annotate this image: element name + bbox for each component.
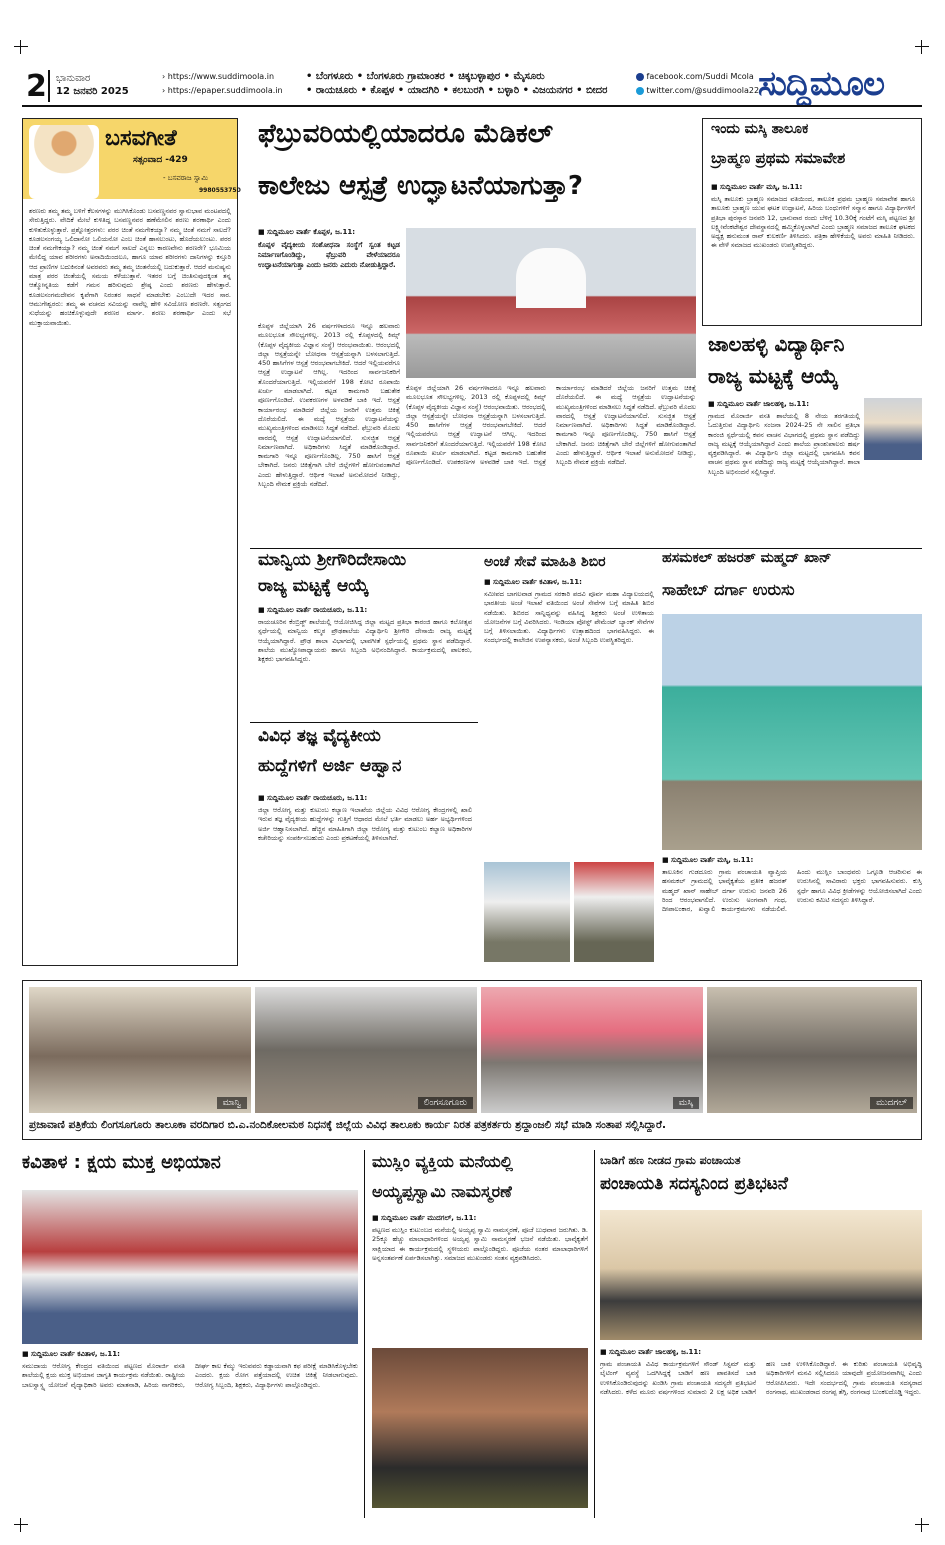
gauri-headline-line-2: ರಾಜ್ಯ ಮಟ್ಟಕ್ಕೆ ಆಯ್ಕೆ — [258, 576, 369, 596]
camp-byline: ■ ಸುದ್ದಿಮೂಲ ವಾರ್ತೆ ಕವಿತಾಳ, ಜ.11: — [484, 578, 582, 586]
tribute-photo-mudagal — [707, 987, 917, 1113]
twitter-icon — [636, 87, 644, 95]
section-rule-2 — [250, 722, 478, 723]
student-headline-line-2: ರಾಜ್ಯ ಮಟ್ಟಕ್ಕೆ ಆಯ್ಕೆ — [708, 364, 839, 388]
lead-body: ಕೊಪ್ಪಳ ಜಿಲ್ಲೆಯಾಗಿ 26 ವರ್ಷಗಳಾದರೂ ಇನ್ನೂ ಹಲವಾರು ಮೂಲಭೂತ ಸೌಲಭ್ಯಗಳಿಲ್ಲ. 2013 ರಲ್ಲಿ ಕೊಪ್ಪಳದಲ್ಲಿ ಕಿಮ್ಸ್ (ಕೊಪ್ಪಳ ವೈದ್ಯಕೀಯ ವಿಜ್ಞಾನ ಸಂಸ್ಥೆ) ಆರಂಭವಾಯಿತು. ಆರಂಭದಲ್ಲಿ ಜಿಲ್ಲಾ ಆಸ್ಪತ್ರೆಯನ್ನೇ ಬೋಧನಾ ಆಸ್ಪತ್ರೆಯನ್ನಾಗಿ ಬಳಸಲಾಗುತ್ತಿದೆ. 450 ಹಾಸಿಗೆಗಳ ಆಸ್ಪತ್ರೆ ಆರಂಭವಾಗಬೇಕಿದೆ. ಆದರೆ ಇಲ್ಲಿಯವರೆಗೂ ಆಸ್ಪತ್ರೆ ಉದ್ಘಾಟನೆ ಆಗಿಲ್ಲ. ಇದರಿಂದ ಸಾರ್ವಜನಿಕರಿಗೆ ತೊಂದರೆಯಾಗುತ್ತಿದೆ. ಇಲ್ಲಿಯವರೆಗೆ 198 ಕೋಟಿ ರೂಪಾಯಿ ಖರ್ಚು ಮಾಡಲಾಗಿದೆ. ಕಟ್ಟಡ ಕಾಮಗಾರಿ ಬಹುತೇಕ ಪೂರ್ಣಗೊಂಡಿದೆ. ಉಪಕರಣಗಳ ಅಳವಡಿಕೆ ಬಾಕಿ ಇದೆ. ಆಸ್ಪತ್ರೆ ಕಾರ್ಯಾರಂಭ ಮಾಡಿದರೆ ಜಿಲ್ಲೆಯ ಜನರಿಗೆ ಉತ್ತಮ ಚಿಕಿತ್ಸೆ ದೊರೆಯಲಿದೆ. ಈ ಮಧ್ಯೆ ಆಸ್ಪತ್ರೆಯ ಉದ್ಘಾಟನೆಯನ್ನು ಮುಖ್ಯಮಂತ್ರಿಗಳಿಂದ ಮಾಡಿಸಲು ಸಿದ್ಧತೆ ನಡೆದಿದೆ. ಫೆಬ್ರುವರಿ ಮೊದಲ ವಾರದಲ್ಲಿ ಆಸ್ಪತ್ರೆ ಉದ್ಘಾಟನೆಯಾಗಲಿದೆ. ಸುಸಜ್ಜಿತ ಆಸ್ಪತ್ರೆ ನಿರ್ಮಾಣವಾಗಿದೆ. ಅಧಿಕಾರಿಗಳು ಸಿದ್ಧತೆ ಮಾಡಿಕೊಂಡಿದ್ದಾರೆ. ಕಾಮಗಾರಿ ಇನ್ನೂ ಪೂರ್ಣಗೊಂಡಿಲ್ಲ. 750 ಹಾಸಿಗೆ ಆಸ್ಪತ್ರೆ ಬೇಕಾಗಿದೆ. ಜನರು ಚಿಕಿತ್ಸೆಗಾಗಿ ಬೇರೆ ಜಿಲ್ಲೆಗಳಿಗೆ ಹೋಗುವಂತಾಗಿದೆ ಎಂದು ಹೇಳುತ್ತಿದ್ದಾರೆ. ಆರ್ಥಿಕ ಇಲಾಖೆ ಅನುಮೋದನೆ ನೀಡಿದ್ದು, ಸಿಬ್ಬಂದಿ ನೇಮಕ ಪ್ರಕ್ರಿಯೆ ನಡೆದಿದೆ. — [258, 322, 400, 489]
city-row-1: • ಬೆಂಗಳೂರು • ಬೆಂಗಳೂರು ಗ್ರಾಮಾಂತರ • ಚಿಕ್ಕಬಳ್ಳಾಪುರ • ಮೈಸೂರು — [306, 71, 545, 82]
basava-phone: 9980553750 — [199, 187, 241, 194]
ayyappa-byline: ■ ಸುದ್ದಿಮೂಲ ವಾರ್ತೆ ಮುದಗಲ್, ಜ.11: — [372, 1214, 477, 1222]
page-number: 2 — [26, 69, 47, 104]
corner-mark-bottom-left — [14, 1518, 28, 1532]
photo-tag-lingasugur: ಲಿಂಗಸೂಗೂರು — [418, 1097, 473, 1109]
date: 12 ಜನವರಿ 2025 — [56, 86, 129, 97]
ayyappa-body: ಪಟ್ಟಣದ ಮುಸ್ಲಿಂ ಕುಟುಂಬದ ಮನೆಯಲ್ಲಿ ಅಯ್ಯಪ್ಪ ಸ್ವಾಮಿ ನಾಮಸ್ಮರಣೆ, ಪೂಜೆ ಬುಧವಾರ ಜರುಗಿತು. ಡಿ. 25ಕ್ಕೂ ಹೆಚ್ಚು ಮಾಲಾಧಾರಿಗಳಿಂದ ಅಯ್ಯಪ್ಪ ಸ್ವಾಮಿ ನಾಮಸ್ಮರಣೆ ಭಜನೆ ನಡೆಯಿತು. ಭಾವೈಕ್ಯತೆಗೆ ಸಾಕ್ಷಿಯಾದ ಈ ಕಾರ್ಯಕ್ರಮದಲ್ಲಿ ಸ್ಥಳೀಯರು ಪಾಲ್ಗೊಂಡಿದ್ದರು. ಪೂಜೆಯ ನಂತರ ಮಾಲಾಧಾರಿಗಳಿಗೆ ಅನ್ನಸಂತರ್ಪಣೆ ಏರ್ಪಡಿಸಲಾಗಿತ್ತು. ಸಮಾಜದ ಮುಖಂಡರು ಸಂತಸ ವ್ಯಕ್ತಪಡಿಸಿದರು. — [372, 1226, 588, 1262]
section-rule-3 — [364, 1150, 365, 1518]
student-body: ಗ್ರಾಮದ ಮೊರಾರ್ಜಿ ವಸತಿ ಶಾಲೆಯಲ್ಲಿ 8 ನೇಯ ತರಗತಿಯಲ್ಲಿ ಓದುತ್ತಿರುವ ವಿದ್ಯಾರ್ಥಿನಿ ಸಂಜನಾ 2024-25 ನೇ ಸಾಲಿನ ಪ್ರತಿಭಾ ಕಾರಂಜಿ ಸ್ಪರ್ಧೆಯಲ್ಲಿ ಕವನ ವಾಚನ ವಿಭಾಗದಲ್ಲಿ ಪ್ರಥಮ ಸ್ಥಾನ ಪಡೆದಿದ್ದು ರಾಜ್ಯ ಮಟ್ಟಕ್ಕೆ ಆಯ್ಕೆಯಾಗಿದ್ದಾರೆ ಎಂದು ಶಾಲೆಯ ಪ್ರಾಂಶುಪಾಲರು ಹರ್ಷ ವ್ಯಕ್ತಪಡಿಸಿದ್ದಾರೆ. ಈ ವಿದ್ಯಾರ್ಥಿನಿ ಜಿಲ್ಲಾ ಮಟ್ಟದಲ್ಲಿ ಭಾಗವಹಿಸಿ ಕವನ ವಾಚನ ಪ್ರಥಮ ಸ್ಥಾನ ಪಡೆದಿದ್ದು ರಾಜ್ಯ ಮಟ್ಟಕ್ಕೆ ಆಯ್ಕೆಯಾಗಿದ್ದಾರೆ. ಶಾಲಾ ಸಿಬ್ಬಂದಿ ಅಭಿನಂದನೆ ಸಲ್ಲಿಸಿದ್ದಾರೆ. — [708, 412, 860, 476]
student-byline: ■ ಸುದ್ದಿಮೂಲ ವಾರ್ತೆ ಜಾಲಹಳ್ಳಿ, ಜ.11: — [708, 400, 810, 408]
lead-headline-line-1: ಫೆಬ್ರುವರಿಯಲ್ಲಿಯಾದರೂ ಮೆಡಿಕಲ್ — [258, 119, 553, 149]
ayyappa-headline-line-2: ಅಯ್ಯಪ್ಪಸ್ವಾಮಿ ನಾಮಸ್ಮರಣೆ — [372, 1182, 512, 1201]
student-headline-line-1: ಜಾಲಹಳ್ಳಿ ವಿದ್ಯಾರ್ಥಿನಿ — [708, 332, 845, 356]
masthead-rule — [22, 105, 922, 107]
city-list — [306, 70, 607, 98]
section-rule-1 — [250, 548, 922, 549]
camp-photo-right — [574, 862, 654, 962]
tb-body: ಸಮುದಾಯ ಆರೋಗ್ಯ ಕೇಂದ್ರದ ವತಿಯಿಂದ ಪಟ್ಟಣದ ಮೊರಾರ್ಜಿ ವಸತಿ ಶಾಲೆಯಲ್ಲಿ ಕ್ಷಯ ಮುಕ್ತ ಅಭಿಯಾನ ಜಾಗೃತಿ ಕಾರ್ಯಕ್ರಮ ನಡೆಯಿತು. ರಾಷ್ಟ್ರೀಯ ಬಾಲಸ್ವಾಸ್ಥ್ಯ ಯೋಜನೆ ವೈದ್ಯಾಧಿಕಾರಿ ಅವರು ಮಾತನಾಡಿ, ಹಿರಿಯ ನಾಗರಿಕರು, ದೀರ್ಘ ಕಾಲ ಕೆಮ್ಮು ಇರುವವರು ಕಡ್ಡಾಯವಾಗಿ ಕಫ ಪರೀಕ್ಷೆ ಮಾಡಿಸಿಕೊಳ್ಳಬೇಕು ಎಂದರು. ಕ್ಷಯ ರೋಗ ಪತ್ತೆಯಾದಲ್ಲಿ ಉಚಿತ ಚಿಕಿತ್ಸೆ ನೀಡಲಾಗುವುದು. ಆರೋಗ್ಯ ಸಿಬ್ಬಂದಿ, ಶಿಕ್ಷಕರು, ವಿದ್ಯಾರ್ಥಿಗಳು ಪಾಲ್ಗೊಂಡಿದ್ದರು. — [22, 1362, 358, 1389]
website-link-main[interactable]: › https://www.suddimoola.in — [162, 72, 275, 81]
protest-headline: ಪಂಚಾಯತಿ ಸದಸ್ಯನಿಂದ ಪ್ರತಿಭಟನೆ — [600, 1174, 788, 1194]
city-row-2: • ರಾಯಚೂರು • ಕೊಪ್ಪಳ • ಯಾದಗಿರಿ • ಕಲಬುರಗಿ • ಬಳ್ಳಾರಿ • ವಿಜಯನಗರ • ಬೀದರ — [306, 85, 608, 96]
facebook-link[interactable]: facebook.com/Suddi Mcola — [636, 70, 759, 84]
lead-byline: ■ ಸುದ್ದಿಮೂಲ ವಾರ್ತೆ ಕೊಪ್ಪಳ, ಜ.11: — [258, 228, 355, 236]
lead-body-continued: ಕೊಪ್ಪಳ ಜಿಲ್ಲೆಯಾಗಿ 26 ವರ್ಷಗಳಾದರೂ ಇನ್ನೂ ಹಲವಾರು ಮೂಲಭೂತ ಸೌಲಭ್ಯಗಳಿಲ್ಲ. 2013 ರಲ್ಲಿ ಕೊಪ್ಪಳದಲ್ಲಿ ಕಿಮ್ಸ್ (ಕೊಪ್ಪಳ ವೈದ್ಯಕೀಯ ವಿಜ್ಞಾನ ಸಂಸ್ಥೆ) ಆರಂಭವಾಯಿತು. ಆರಂಭದಲ್ಲಿ ಜಿಲ್ಲಾ ಆಸ್ಪತ್ರೆಯನ್ನೇ ಬೋಧನಾ ಆಸ್ಪತ್ರೆಯನ್ನಾಗಿ ಬಳಸಲಾಗುತ್ತಿದೆ. 450 ಹಾಸಿಗೆಗಳ ಆಸ್ಪತ್ರೆ ಆರಂಭವಾಗಬೇಕಿದೆ. ಆದರೆ ಇಲ್ಲಿಯವರೆಗೂ ಆಸ್ಪತ್ರೆ ಉದ್ಘಾಟನೆ ಆಗಿಲ್ಲ. ಇದರಿಂದ ಸಾರ್ವಜನಿಕರಿಗೆ ತೊಂದರೆಯಾಗುತ್ತಿದೆ. ಇಲ್ಲಿಯವರೆಗೆ 198 ಕೋಟಿ ರೂಪಾಯಿ ಖರ್ಚು ಮಾಡಲಾಗಿದೆ. ಕಟ್ಟಡ ಕಾಮಗಾರಿ ಬಹುತೇಕ ಪೂರ್ಣಗೊಂಡಿದೆ. ಉಪಕರಣಗಳ ಅಳವಡಿಕೆ ಬಾಕಿ ಇದೆ. ಆಸ್ಪತ್ರೆ ಕಾರ್ಯಾರಂಭ ಮಾಡಿದರೆ ಜಿಲ್ಲೆಯ ಜನರಿಗೆ ಉತ್ತಮ ಚಿಕಿತ್ಸೆ ದೊರೆಯಲಿದೆ. ಈ ಮಧ್ಯೆ ಆಸ್ಪತ್ರೆಯ ಉದ್ಘಾಟನೆಯನ್ನು ಮುಖ್ಯಮಂತ್ರಿಗಳಿಂದ ಮಾಡಿಸಲು ಸಿದ್ಧತೆ ನಡೆದಿದೆ. ಫೆಬ್ರುವರಿ ಮೊದಲ ವಾರದಲ್ಲಿ ಆಸ್ಪತ್ರೆ ಉದ್ಘಾಟನೆಯಾಗಲಿದೆ. ಸುಸಜ್ಜಿತ ಆಸ್ಪತ್ರೆ ನಿರ್ಮಾಣವಾಗಿದೆ. ಅಧಿಕಾರಿಗಳು ಸಿದ್ಧತೆ ಮಾಡಿಕೊಂಡಿದ್ದಾರೆ. ಕಾಮಗಾರಿ ಇನ್ನೂ ಪೂರ್ಣಗೊಂಡಿಲ್ಲ. 750 ಹಾಸಿಗೆ ಆಸ್ಪತ್ರೆ ಬೇಕಾಗಿದೆ. ಜನರು ಚಿಕಿತ್ಸೆಗಾಗಿ ಬೇರೆ ಜಿಲ್ಲೆಗಳಿಗೆ ಹೋಗುವಂತಾಗಿದೆ ಎಂದು ಹೇಳುತ್ತಿದ್ದಾರೆ. ಆರ್ಥಿಕ ಇಲಾಖೆ ಅನುಮೋದನೆ ನೀಡಿದ್ದು, ಸಿಬ್ಬಂದಿ ನೇಮಕ ಪ್ರಕ್ರಿಯೆ ನಡೆದಿದೆ. — [406, 384, 696, 467]
doctors-body: ಜಿಲ್ಲಾ ಆರೋಗ್ಯ ಮತ್ತು ಕುಟುಂಬ ಕಲ್ಯಾಣ ಇಲಾಖೆಯ ಜಿಲ್ಲೆಯ ವಿವಿಧ ಆರೋಗ್ಯ ಕೇಂದ್ರಗಳಲ್ಲಿ ಖಾಲಿ ಇರುವ ತಜ್ಞ ವೈದ್ಯಕೀಯ ಹುದ್ದೆಗಳನ್ನು ಗುತ್ತಿಗೆ ಆಧಾರದ ಮೇಲೆ ಭರ್ತಿ ಮಾಡಲು ಅರ್ಹ ಅಭ್ಯರ್ಥಿಗಳಿಂದ ಅರ್ಜಿ ಆಹ್ವಾನಿಸಲಾಗಿದೆ. ಹೆಚ್ಚಿನ ಮಾಹಿತಿಗಾಗಿ ಜಿಲ್ಲಾ ಆರೋಗ್ಯ ಮತ್ತು ಕುಟುಂಬ ಕಲ್ಯಾಣ ಅಧಿಕಾರಿಗಳ ಕಚೇರಿಯನ್ನು ಸಂಪರ್ಕಿಸಬಹುದು ಎಂದು ಪ್ರಕಟಣೆಯಲ್ಲಿ ತಿಳಿಸಲಾಗಿದೆ. — [258, 806, 472, 842]
brahmin-story-box — [702, 118, 922, 326]
camp-body: ಸಮೀಪದ ಬಾಗಲವಾಡ ಗ್ರಾಮದ ಸರಕಾರಿ ಪದವಿ ಪೂರ್ವ ಮಹಾ ವಿದ್ಯಾಲಯದಲ್ಲಿ ಭಾರತೀಯ ಅಂಚೆ ಇಲಾಖೆ ವತಿಯಿಂದ ಅಂಚೆ ಸೇವೆಗಳ ಬಗ್ಗೆ ಮಾಹಿತಿ ಶಿಬಿರ ನಡೆಯಿತು. ಶಿಬಿರದ ಸಾನ್ನಿಧ್ಯವನ್ನು ವಹಿಸಿದ್ದ ಶಿಕ್ಷಕರು ಅಂಚೆ ಉಳಿತಾಯ ಯೋಜನೆಗಳ ಬಗ್ಗೆ ವಿವರಿಸಿದರು. ಇಂಡಿಯಾ ಪೋಸ್ಟ್ ಪೇಮೆಂಟ್ ಬ್ಯಾಂಕ್ ಸೇವೆಗಳ ಬಗ್ಗೆ ತಿಳಿಸಲಾಯಿತು. ವಿದ್ಯಾರ್ಥಿಗಳು ಉತ್ಸಾಹದಿಂದ ಭಾಗವಹಿಸಿದ್ದರು. ಈ ಸಂದರ್ಭದಲ್ಲಿ ಕಾಲೇಜಿನ ಉಪನ್ಯಾಸಕರು, ಅಂಚೆ ಸಿಬ್ಬಂದಿ ಉಪಸ್ಥಿತರಿದ್ದರು. — [484, 590, 654, 645]
tribute-photo-lingasugur — [255, 987, 477, 1113]
arrow-icon: › — [162, 86, 168, 95]
website-link-epaper[interactable]: › https://epaper.suddimoola.in — [162, 86, 283, 95]
urus-body: ತಾಲೂಕಿನ ಗುಡದೂರು ಗ್ರಾಮ ಪಂಚಾಯತಿ ವ್ಯಾಪ್ತಿಯ ಹಸಮಕಲ್ ಗ್ರಾಮದಲ್ಲಿ ಭಾವೈಕ್ಯತೆಯ ಪ್ರತೀಕ ಹಜರತ್ ಮಹ್ಮದ್ ಖಾನ್ ಸಾಹೇಬ್ ದರ್ಗಾ ಉರುಸು ಜನವರಿ 26 ರಿಂದ ಆರಂಭವಾಗಲಿದೆ. ಉರುಸು ಅಂಗವಾಗಿ ಗಂಧ, ದೀಪಾಲಂಕಾರ, ಖವ್ವಾಲಿ ಕಾರ್ಯಕ್ರಮಗಳು ನಡೆಯಲಿವೆ. ಹಿಂದು ಮುಸ್ಲಿಂ ಬಾಂಧವರು ಒಗ್ಗೂಡಿ ಆಚರಿಸುವ ಈ ಉರುಸಿನಲ್ಲಿ ಸಾವಿರಾರು ಭಕ್ತರು ಭಾಗವಹಿಸುವರು. ಕುಸ್ತಿ ಸ್ಪರ್ಧೆ ಹಾಗೂ ವಿವಿಧ ಕ್ರೀಡೆಗಳನ್ನು ಆಯೋಜಿಸಲಾಗಿದೆ ಎಂದು ಉರುಸು ಕಮಿಟಿ ಸದಸ್ಯರು ತಿಳಿಸಿದ್ದಾರೆ. — [662, 868, 922, 914]
basava-title: ಬಸವಗೀತೆ — [105, 126, 177, 151]
tribute-photo-strip — [22, 980, 922, 1140]
tribute-photo-manvi — [29, 987, 251, 1113]
newspaper-logo: ಸುದ್ದಿಮೂಲ — [758, 64, 884, 104]
protest-byline: ■ ಸುದ್ದಿಮೂಲ ವಾರ್ತೆ ಜಾಲಹಳ್ಳಿ, ಜ.11: — [600, 1348, 702, 1356]
basava-subtitle: ಸತ್ಸಂವಾದ -429 — [133, 155, 188, 165]
lead-headline-line-2: ಕಾಲೇಜು ಆಸ್ಪತ್ರೆ ಉದ್ಘಾಟನೆಯಾಗುತ್ತಾ? — [258, 171, 583, 201]
ayyappa-headline-line-1: ಮುಸ್ಲಿಂ ವ್ಯಕ್ತಿಯ ಮನೆಯಲ್ಲಿ — [372, 1152, 513, 1171]
medical-college-photo — [406, 228, 696, 378]
tb-headline: ಕವಿತಾಳ : ಕ್ಷಯ ಮುಕ್ತ ಅಭಿಯಾನ — [22, 1152, 221, 1173]
tribute-caption: ಪ್ರಜಾವಾಣಿ ಪತ್ರಿಕೆಯ ಲಿಂಗಸೂಗೂರು ತಾಲೂಕಾ ವರದಿಗಾರ ಬಿ.ಎ.ನಂದಿಕೋಲಮಠ ನಿಧನಕ್ಕೆ ಜಿಲ್ಲೆಯ ವಿವಿಧ ತಾಲೂಕು ಕಾರ್ಯ ನಿರತ ಪತ್ರಕರ್ತರು ಶ್ರದ್ಧಾಂಜಲಿ ಸಭೆ ಮಾಡಿ ಸಂತಾಪ ಸಲ್ಲಿಸಿದ್ದಾರೆ. — [29, 1119, 666, 1131]
corner-mark-top-right — [915, 40, 929, 54]
basava-body: ಶರಣರು ತಮ್ಮ ತಮ್ಮ ಬಳಿಗೆ ಕೆಲಸಗಳನ್ನು ಮುಗಿಸಿಕೊಂಡು ಬಸವಣ್ಣನವರ ಸ್ವಾನುಭಾವ ಮಂಟಪದಲ್ಲಿ ಸೇರುತ್ತಿದ್ದರು. ವೇದಿಕೆ ಮೇಲೆ ಕುಳಿತಿದ್ದ ಬಸವಣ್ಣನವರ ಹಣೆಮೇಲಿನ ಶರಣು ಶರಣಾರ್ಥಿ ಎಂದು ಕುಳಿತುಕೊಳ್ಳುತ್ತಾರೆ. ಪ್ರಶ್ನೋತ್ತರಗಳು: ಪರರ ಚಿಂತೆ ನಮಗೇಕಯ್ಯಾ? ನಮ್ಮ ಚಿಂತೆ ನಮಗೆ ಸಾಲದೆ? ಕೂಡಲಸಂಗಯ್ಯ ಒಲಿದಾನೋ ಒಲಿಯನೋ ಎಂಬ ಚಿಂತೆ ಹಾಸಲುಂಟು, ಹೊದೆಯಲುಂಟು. ಪರರ ಚಿಂತೆ ನಮಗೇಕಯ್ಯಾ? ನಮ್ಮ ಚಿಂತೆ ನಮಗೆ ಸಾಲದೆ ಎನ್ನಲು ಕಾರಣವೇನು ಶರಣರೇ? ಭೂಮಿಯ ಮೇಲಿದ್ದ ಯಾವ ಶರೀರಗಳು ಅನಾದಿಯಿಂದಲೂ, ಹಾಗೂ ಯಾವ ಶರೀರಗಳು ದಾನಿಗಳನ್ನು ಕಸ್ತೂರಿ ಆದ ಪ್ರಾಣಿಗಳ ಬದುಕಿನಂತೆ ಅವರವರು ತಮ್ಮ ತಮ್ಮ ಚಿಂತನೆಯಲ್ಲಿ ಬದುಕುತ್ತಾರೆ. ಆದರೆ ಮನುಷ್ಯನು ಮಾತ್ರ ಪರರ ಚಿಂತೆಯಲ್ಲಿ ಸಮಯ ಕಳೆಯುತ್ತಾನೆ. ಇತರರ ಬಗ್ಗೆ ಚಿಂತಿಸುವುದಕ್ಕಿಂತ ತನ್ನ ಆತ್ಮೋನ್ನತಿಯ ಕಡೆಗೆ ಗಮನ ಹರಿಸುವುದು ಶ್ರೇಷ್ಠ ಎಂದು ಶರಣರು ಹೇಳುತ್ತಾರೆ. ಕೂಡಲಸಂಗಮದೇವನ ಕೃಪೆಗಾಗಿ ನಿರಂತರ ಸಾಧನೆ ಮಾಡಬೇಕು ಎಂಬುದೇ ಇದರ ಸಾರ. ಆಮುಗೇಶ್ವರರು: ತಮ್ಮ ಈ ವಚನದ ಸವಿಯನ್ನು ನಾವೆಲ್ಲ ಹೇಳಿ ಸವಿಯೋಣ ಶರಣರೇ. ಸತ್ಸಂಗದ ಸುಧೆಯನ್ನು ಹಂಚಿಕೊಳ್ಳುವುದೇ ಶರಣರ ಮಾರ್ಗ. ಶರಣು ಶರಣಾರ್ಥಿ ಎಂದು ಸಭೆ ಮುಕ್ತಾಯವಾಯಿತು. — [29, 207, 231, 327]
photo-tag-manvi: ಮಾನ್ವಿ — [217, 1097, 247, 1109]
facebook-icon — [636, 73, 644, 81]
doctors-byline: ■ ಸುದ್ದಿಮೂಲ ವಾರ್ತೆ ರಾಯಚೂರು, ಜ.11: — [258, 794, 368, 802]
tribute-photo-maski — [481, 987, 703, 1113]
day: ಭಾನುವಾರ — [56, 73, 91, 84]
page-number-divider — [48, 70, 50, 102]
camp-headline: ಅಂಚೆ ಸೇವೆ ಮಾಹಿತಿ ಶಿಬಿರ — [484, 554, 606, 570]
basava-header-panel — [23, 119, 241, 199]
brahmin-body: ಮಸ್ಕಿ ತಾಲೂಕು ಬ್ರಾಹ್ಮಣ ಸಮಾಜದ ವತಿಯಿಂದ, ತಾಲೂಕ ಪ್ರಥಮ ಬ್ರಾಹ್ಮಣ ಸಮಾವೇಶ ಹಾಗೂ ತಾಲೂಕು ಬ್ರಾಹ್ಮಣ ಯುವ ಘಟಕ ಉದ್ಘಾಟನೆ, ಹಿರಿಯ ಬಂಧುಗಳಿಗೆ ಸನ್ಮಾನ ಹಾಗೂ ವಿದ್ಯಾರ್ಥಿಗಳಿಗೆ ಪ್ರತಿಭಾ ಪುರಸ್ಕಾರ ಜನವರಿ 12, ಭಾನುವಾರ ರಂದು ಬೆಳಿಗ್ಗೆ 10.30ಕ್ಕೆ ಗಂಟೆಗೆ ಮಸ್ಕಿ ಪಟ್ಟಣದ ಶ್ರೀ ಲಕ್ಷ್ಮೀವೆಂಕಟೇಶ್ವರ ದೇವಸ್ಥಾನದಲ್ಲಿ ಹಮ್ಮಿಕೊಳ್ಳಲಾಗಿದೆ ಎಂದು ಬ್ರಾಹ್ಮಣ ಸಮಾಜದ ತಾಲೂಕ ಘಟಕದ ಅಧ್ಯಕ್ಷ ಹನುಮಂತ ರಾವ್ ಕುಲಕರ್ಣಿ ತಿಳಿಸಿದರು. ಪತ್ರಿಕಾ ಹೇಳಿಕೆಯಲ್ಲಿ ಅವರು ಮಾಹಿತಿ ನೀಡಿದರು. ಈ ವೇಳೆ ಸಮಾಜದ ಮುಖಂಡರು ಉಪಸ್ಥಿತರಿದ್ದರು. — [711, 195, 915, 250]
brahmin-headline-line-1: ಇಂದು ಮಸ್ಕಿ ತಾಲೂಕ — [711, 121, 809, 137]
urus-headline-line-2: ಸಾಹೇಬ್ ದರ್ಗಾ ಉರುಸು — [662, 580, 795, 599]
dargah-photo — [662, 614, 922, 850]
protest-photo — [600, 1210, 922, 1340]
gauri-headline-line-1: ಮಾನ್ವಿಯ ಶ್ರೀಗೌರಿದೇಸಾಯಿ — [258, 550, 407, 570]
section-rule-4 — [594, 1150, 595, 1518]
basava-author: - ಬಸವರಾಜ ಸ್ವಾಮಿ — [163, 174, 208, 182]
student-portrait — [864, 398, 922, 460]
gauri-byline: ■ ಸುದ್ದಿಮೂಲ ವಾರ್ತೆ ರಾಯಚೂರು, ಜ.11: — [258, 606, 368, 614]
urus-byline: ■ ಸುದ್ದಿಮೂಲ ವಾರ್ತೆ ಮಸ್ಕಿ, ಜ.11: — [662, 856, 754, 864]
ayyappa-bhajan-photo — [372, 1348, 588, 1508]
arrow-icon: › — [162, 72, 168, 81]
protest-body: ಗ್ರಾಮ ಪಂಚಾಯತಿ ವಿವಿಧ ಕಾರ್ಯಕ್ರಮಗಳಿಗೆ ಸೌಂಡ್ ಸಿಸ್ಟಮ್ ಮತ್ತು ಲೈಟಿಂಗ್ ವ್ಯವಸ್ಥೆ ಒದಗಿಸಿದ್ದಕ್ಕೆ ಬಾಡಿಗೆ ಹಣ ಪಾವತಿಸದೆ ಬಾಕಿ ಉಳಿಸಿಕೊಂಡಿರುವುದನ್ನು ಖಂಡಿಸಿ ಗ್ರಾಮ ಪಂಚಾಯತಿ ಸದಸ್ಯರೇ ಪ್ರತಿಭಟನೆ ನಡೆಸಿದರು. ಕಳೆದ ಮೂರು ವರ್ಷಗಳಿಂದ ಸುಮಾರು 2 ಲಕ್ಷ ಅಧಿಕ ಬಾಡಿಗೆ ಹಣ ಬಾಕಿ ಉಳಿಸಿಕೊಂಡಿದ್ದಾರೆ. ಈ ಕುರಿತು ಪಂಚಾಯತಿ ಅಭಿವೃದ್ಧಿ ಅಧಿಕಾರಿಗಳಿಗೆ ಮನವಿ ಸಲ್ಲಿಸಿದರೂ ಯಾವುದೇ ಪ್ರಯೋಜನವಾಗಿಲ್ಲ ಎಂದು ಆರೋಪಿಸಿದರು. ಇದೇ ಸಂದರ್ಭದಲ್ಲಿ ಗ್ರಾಮ ಪಂಚಾಯತಿ ಸದಸ್ಯರಾದ ರಂಗನಾಥ, ಮುಖಂಡರಾದ ರಂಗಪ್ಪ ತೆಗ್ಗಿ, ರಂಗನಾಥ ಬುಂಕಲದೊಡ್ಡಿ ಇದ್ದರು. — [600, 1360, 922, 1396]
brahmin-byline: ■ ಸುದ್ದಿಮೂಲ ವಾರ್ತೆ ಮಸ್ಕಿ, ಜ.11: — [711, 183, 803, 191]
camp-photo-left — [484, 862, 570, 962]
website-links — [162, 70, 283, 98]
doctors-headline-line-1: ವಿವಿಧ ತಜ್ಞ ವೈದ್ಯಕೀಯ — [258, 726, 381, 746]
social-links — [636, 70, 759, 98]
corner-mark-top-left — [14, 40, 28, 54]
urus-headline-line-1: ಹಸಮಕಲ್ ಹಜರತ್ ಮಹ್ಮದ್ ಖಾನ್ — [662, 550, 832, 566]
corner-mark-bottom-right — [915, 1518, 929, 1532]
brahmin-headline-line-2: ಬ್ರಾಹ್ಮಣ ಪ್ರಥಮ ಸಮಾವೇಶ — [711, 149, 846, 167]
photo-tag-maski: ಮಸ್ಕಿ — [673, 1097, 699, 1109]
masthead-date — [56, 72, 129, 98]
photo-tag-mudagal: ಮುದಗಲ್ — [870, 1097, 913, 1109]
gauri-body: ರಾಯಚೂರಿನ ಕೆಂಬ್ರಿಡ್ಜ್ ಶಾಲೆಯಲ್ಲಿ ಆಯೋಜಿಸಿದ್ದ ಜಿಲ್ಲಾ ಮಟ್ಟದ ಪ್ರತಿಭಾ ಕಾರಂಜಿ ಹಾಗೂ ಕಲೋತ್ಸವ ಸ್ಪರ್ಧೆಯಲ್ಲಿ ಮಾನ್ವಿಯ ಕಲ್ಮಠ ಪ್ರೌಢಶಾಲೆಯ ವಿದ್ಯಾರ್ಥಿನಿ ಶ್ರೀಗೌರಿ ದೇಸಾಯಿ ರಾಜ್ಯ ಮಟ್ಟಕ್ಕೆ ಆಯ್ಕೆಯಾಗಿದ್ದಾರೆ. ಪ್ರೌಢ ಶಾಲಾ ವಿಭಾಗದಲ್ಲಿ ಭಾವಗೀತೆ ಸ್ಪರ್ಧೆಯಲ್ಲಿ ಪ್ರಥಮ ಸ್ಥಾನ ಪಡೆದಿದ್ದಾರೆ. ಶಾಲೆಯ ಮುಖ್ಯೋಪಾಧ್ಯಾಯರು ಹಾಗೂ ಸಿಬ್ಬಂದಿ ಅಭಿನಂದಿಸಿದ್ದಾರೆ. ಕಾರ್ಯಕ್ರಮದಲ್ಲಿ ಪಾಲಕರು, ಶಿಕ್ಷಕರು ಭಾಗವಹಿಸಿದ್ದರು. — [258, 618, 472, 664]
protest-kicker: ಬಾಡಿಗೆ ಹಣ ನೀಡದ ಗ್ರಾಮ ಪಂಚಾಯತ — [600, 1154, 741, 1167]
tb-campaign-photo — [22, 1190, 358, 1344]
basava-geete-column — [22, 118, 241, 966]
saint-illustration — [29, 125, 99, 199]
tb-byline: ■ ಸುದ್ದಿಮೂಲ ವಾರ್ತೆ ಕವಿತಾಳ, ಜ.11: — [22, 1350, 120, 1358]
doctors-headline-line-2: ಹುದ್ದೆಗಳಿಗೆ ಅರ್ಜಿ ಆಹ್ವಾನ — [258, 756, 402, 776]
twitter-link[interactable]: twitter.com/@suddimoola22 — [636, 84, 759, 98]
lead-intro: ಕೊಪ್ಪಳ ವೈದ್ಯಕೀಯ ಸಂಶೋಧನಾ ಸಂಸ್ಥೆಗೆ ಸ್ವಂತ ಕಟ್ಟಡ ನಿರ್ಮಾಣಗೊಂಡಿದ್ದು, ಫೆಬ್ರುವರಿ ವೇಳೆಯಾದರೂ ಉದ್ಘಾಟನೆಯಾಗುತ್ತಾ ಎಂದು ಜನರು ಎದುರು ನೋಡುತ್ತಿದ್ದಾರೆ. — [258, 241, 400, 269]
